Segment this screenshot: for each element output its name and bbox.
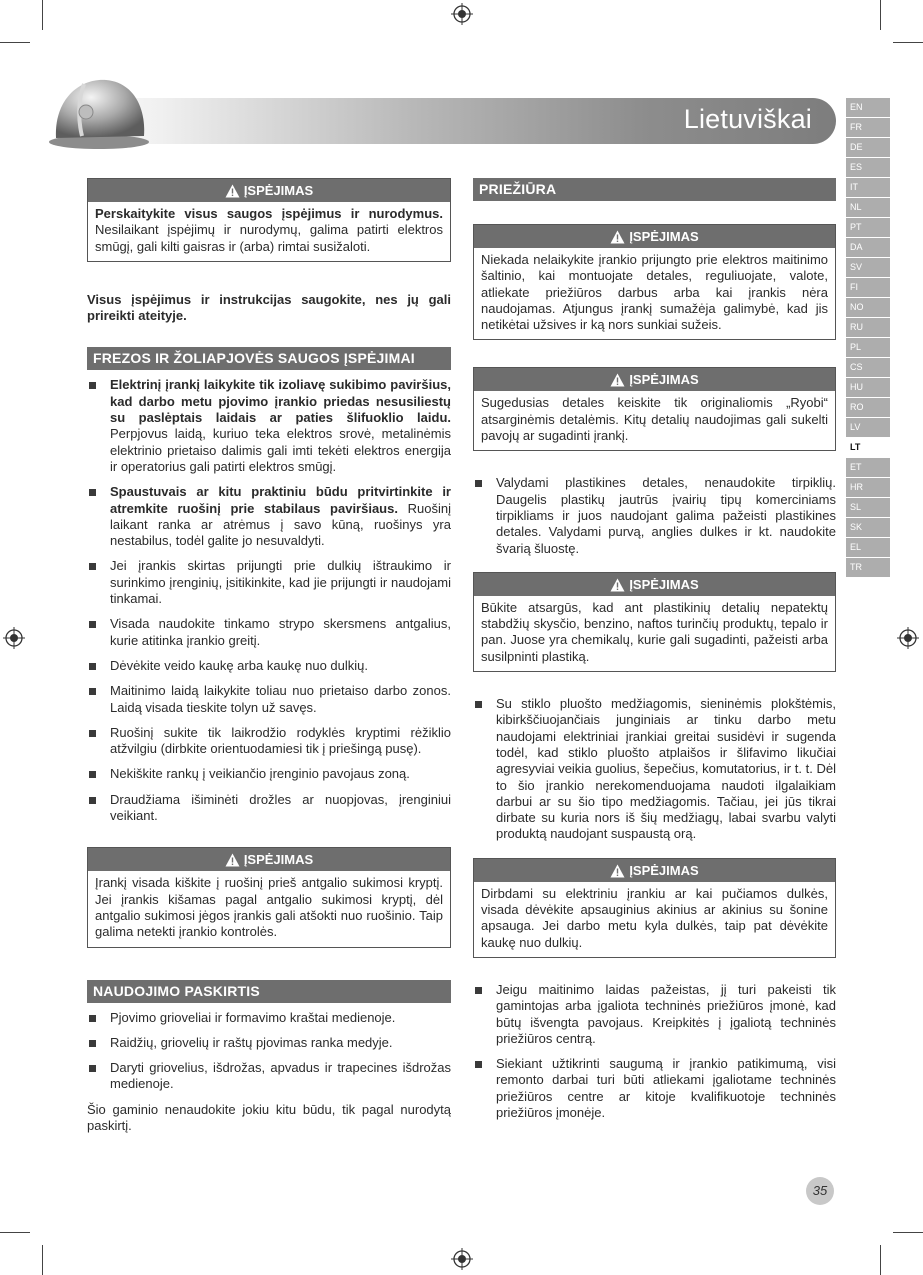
crop-mark <box>880 1245 881 1275</box>
page-title: Lietuviškai <box>683 104 812 134</box>
list-item: Visada naudokite tinkamo strypo skersmens antgalius, kurie atitinka įrankio greitį. <box>87 616 451 649</box>
page-number: 35 <box>806 1177 834 1205</box>
language-tab: ET <box>846 458 890 477</box>
language-tab: CS <box>846 358 890 377</box>
warning-triangle-icon <box>225 853 240 867</box>
list-item: Valydami plastikines detales, nenaudokite tirpiklių. Daugelis plastikų jautrūs įvairių tipų komerciniams tirpikliams ir juos naudojant galima pažeisti plastikines detales. Valydami purvą, anglies dulkes ir kt. naudokite švarią šluostę. <box>473 475 836 556</box>
language-tab: FR <box>846 118 890 137</box>
section-heading: NAUDOJIMO PASKIRTIS <box>87 980 451 1003</box>
left-column <box>87 178 451 1134</box>
list-item: Raidžių, griovelių ir raštų pjovimas ranka medyje. <box>87 1035 451 1051</box>
warning-triangle-icon <box>610 230 625 244</box>
warning-header <box>88 179 450 202</box>
list-item: Dėvėkite veido kaukę arba kaukę nuo dulkių. <box>87 658 451 674</box>
language-tab-active: LT <box>846 438 890 457</box>
crop-mark <box>0 42 30 43</box>
warning-box <box>87 178 451 262</box>
warning-title: ĮSPĖJIMAS <box>243 183 314 198</box>
warning-title: ĮSPĖJIMAS <box>243 852 314 868</box>
list-item: Jeigu maitinimo laidas pažeistas, jį turi pakeisti tik gamintojas arba įgaliota techninės priežiūros įmonė, kad būtų išvengta pavojaus. Kreipkitės į įgaliotą techninės priežiūros centrą. <box>473 982 836 1047</box>
list-item: Draudžiama išiminėti drožles ar nuopjovas, įrenginiui veikiant. <box>87 792 451 825</box>
language-tab: NO <box>846 298 890 317</box>
language-tab: DE <box>846 138 890 157</box>
registration-mark-icon <box>3 627 25 649</box>
list-item: Elektrinį įrankį laikykite tik izoliavę sukibimo paviršius, kad darbo metu pjovimo įrankio priedas nesusiliestų su paslėptais laidais ar paties šlifuoklio laidu. Perpjovus laidą, kuriuo teka elektros srovė, metalinėmis elektrinio prietaiso dalimis gali imti tekėti elektros energija ir operatorius gali patirti elektros smūgį. <box>87 377 451 475</box>
warning-text: Būkite atsargūs, kad ant plastikinių detalių nepatektų stabdžių skysčio, benzino, naftos turinčių produktų, tepalo ir pan. Juose yra chemikalų, kurie gali sugadinti, pažeisti arba susilpninti plastiką. <box>481 599 828 664</box>
language-tab: IT <box>846 178 890 197</box>
warning-title: ĮSPĖJIMAS <box>629 229 699 244</box>
warning-bold-text: Perskaitykite visus saugos įspėjimus ir nurodymus. <box>95 206 443 221</box>
list-item: Maitinimo laidą laikykite toliau nuo prietaiso darbo zonos. Laidą visada tieskite tolyn už savęs. <box>87 683 451 716</box>
crop-mark <box>893 42 923 43</box>
right-column <box>473 178 836 1130</box>
warning-title: ĮSPĖJIMAS <box>629 576 699 592</box>
language-tab: PT <box>846 218 890 237</box>
language-tab: ES <box>846 158 890 177</box>
language-tab: DA <box>846 238 890 257</box>
language-index <box>846 98 890 578</box>
registration-mark-icon <box>451 3 473 25</box>
warning-triangle-icon <box>610 373 625 387</box>
registration-mark-icon <box>451 1248 473 1270</box>
warning-triangle-icon <box>225 184 240 198</box>
warning-plain-text: Nesilaikant įspėjimų ir nurodymų, galima patirti elektros smūgį, gali kilti gaisras ir (arba) rimtai susižaloti. <box>95 222 443 254</box>
maintenance-list <box>473 696 836 843</box>
warning-header <box>474 573 835 596</box>
maintenance-list <box>473 475 836 556</box>
warning-text: Įrankį visada kiškite į ruošinį prieš antgalio sukimosi kryptį. Jei įrankis kišamas pagal antgalio sukimosi kryptį, dėl antgalio sukimosi jėgos įrankis gali atšokti nuo ruošinio. Taip galima netekti įrankio kontrolės. <box>95 875 443 940</box>
language-banner <box>68 98 836 144</box>
warning-header <box>474 859 835 882</box>
warning-text: Dirbdami su elektriniu įrankiu ar kai pučiamos dulkės, visada dėvėkite apsauginius akinius ar akinius su šonine apsauga. Jei darbo metu kyla dulkės, taip pat dėvėkite kaukę nuo dulkių. <box>481 885 828 950</box>
language-tab: RO <box>846 398 890 417</box>
list-item: Spaustuvais ar kitu praktiniu būdu pritvirtinkite ir atremkite ruošinį prie stabilaus paviršiaus. Ruošinį laikant ranka ar atrėmus į savo kūną, ruošinys yra nestabilus, todėl galite jo nesuvaldyti. <box>87 484 451 549</box>
crop-mark <box>0 1232 30 1233</box>
warning-header <box>474 368 835 391</box>
section-heading: FREZOS IR ŽOLIAPJOVĖS SAUGOS ĮSPĖJIMAI <box>87 347 451 370</box>
list-item: Siekiant užtikrinti saugumą ir įrankio patikimumą, visi remonto darbai turi būti atliekami įgaliotame techninės priežiūros centre ar kitoje kvalifikuotoje techninės priežiūros įmonėje. <box>473 1056 836 1121</box>
warning-title: ĮSPĖJIMAS <box>629 372 699 388</box>
language-tab: NL <box>846 198 890 217</box>
safety-list <box>87 377 451 824</box>
list-item: Pjovimo grioveliai ir formavimo kraštai medienoje. <box>87 1010 451 1026</box>
warning-title: ĮSPĖJIMAS <box>629 862 699 878</box>
warning-box <box>473 224 836 340</box>
language-tab: EN <box>846 98 890 117</box>
section-heading: PRIEŽIŪRA <box>473 178 836 201</box>
language-tab: EL <box>846 538 890 557</box>
crop-mark <box>42 0 43 30</box>
language-tab: PL <box>846 338 890 357</box>
warning-text: Niekada nelaikykite įrankio prijungto prie elektros maitinimo šaltinio, kai montuojate detales, reguliuojate, valote, atliekate priežiūros darbus arba kai įrankis nėra naudojamas. Atjungus įrankį sumažėja galimybė, kad jis netikėtai užsives ir ką nors sunkiai sužeis. <box>481 252 828 333</box>
crop-mark <box>42 1245 43 1275</box>
language-tab: SK <box>846 518 890 537</box>
language-tab: LV <box>846 418 890 437</box>
list-item: Jei įrankis skirtas prijungti prie dulkių ištraukimo ir surinkimo įrenginių, įsitikinkite, kad jie prijungti ir naudojami tinkamai. <box>87 558 451 607</box>
list-item: Daryti griovelius, išdrožas, apvadus ir trapecines išdrožas medienoje. <box>87 1060 451 1093</box>
list-item: Su stiklo pluošto medžiagomis, sieninėmis plokštėmis, kibirkščiuojančiais junginiais ar tinku darbo metu naudojami elektriniai įrankiai greitai susidėvi ir sugenda todėl, kad stiklo pluošto atplaišos ir šlifavimo likučiai agresyviai veikia guolius, šepečius, komutatorius, ir t. t. Dėl to šio įrankio nerekomenduojama naudoti ilgalaikiam darbui ar su šio tipo medžiagomis. Tačiau, jei jūs tikrai dirbate su kuria nors iš šių medžiagų, labai svarbu valyti produktą naudojant suspaustą orą. <box>473 696 836 843</box>
usage-list <box>87 1010 451 1093</box>
warning-text <box>88 202 450 261</box>
warning-text: Sugedusias detales keiskite tik originaliomis „Ryobi“ atsarginėmis detalėmis. Kitų detalių naudojimas gali sukelti pavojų ar sugadinti įrankį. <box>481 395 828 444</box>
language-tab: SV <box>846 258 890 277</box>
keep-instructions-note: Visus įspėjimus ir instrukcijas saugokite, nes jų gali prireikti ateityje. <box>87 291 451 324</box>
warning-box <box>473 858 836 958</box>
maintenance-list <box>473 982 836 1121</box>
warning-header <box>88 848 450 871</box>
safety-helmet-icon <box>44 70 154 152</box>
warning-triangle-icon <box>610 578 625 592</box>
crop-mark <box>893 1232 923 1233</box>
usage-note: Šio gaminio nenaudokite jokiu kitu būdu, tik pagal nurodytą paskirtį. <box>87 1101 451 1133</box>
language-tab: SL <box>846 498 890 517</box>
warning-box <box>473 572 836 672</box>
warning-box <box>87 847 451 947</box>
warning-triangle-icon <box>610 864 625 878</box>
warning-header <box>474 225 835 248</box>
language-tab: RU <box>846 318 890 337</box>
list-item: Ruošinį sukite tik laikrodžio rodyklės kryptimi rėžiklio atžvilgiu (dirbkite orientuodamiesi tik į priešingą pusę). <box>87 725 451 758</box>
language-tab: HU <box>846 378 890 397</box>
list-item: Nekiškite rankų į veikiančio įrenginio pavojaus zoną. <box>87 766 451 782</box>
crop-mark <box>880 0 881 30</box>
language-tab: HR <box>846 478 890 497</box>
language-tab: FI <box>846 278 890 297</box>
language-tab: TR <box>846 558 890 577</box>
registration-mark-icon <box>897 627 919 649</box>
warning-box <box>473 367 836 451</box>
